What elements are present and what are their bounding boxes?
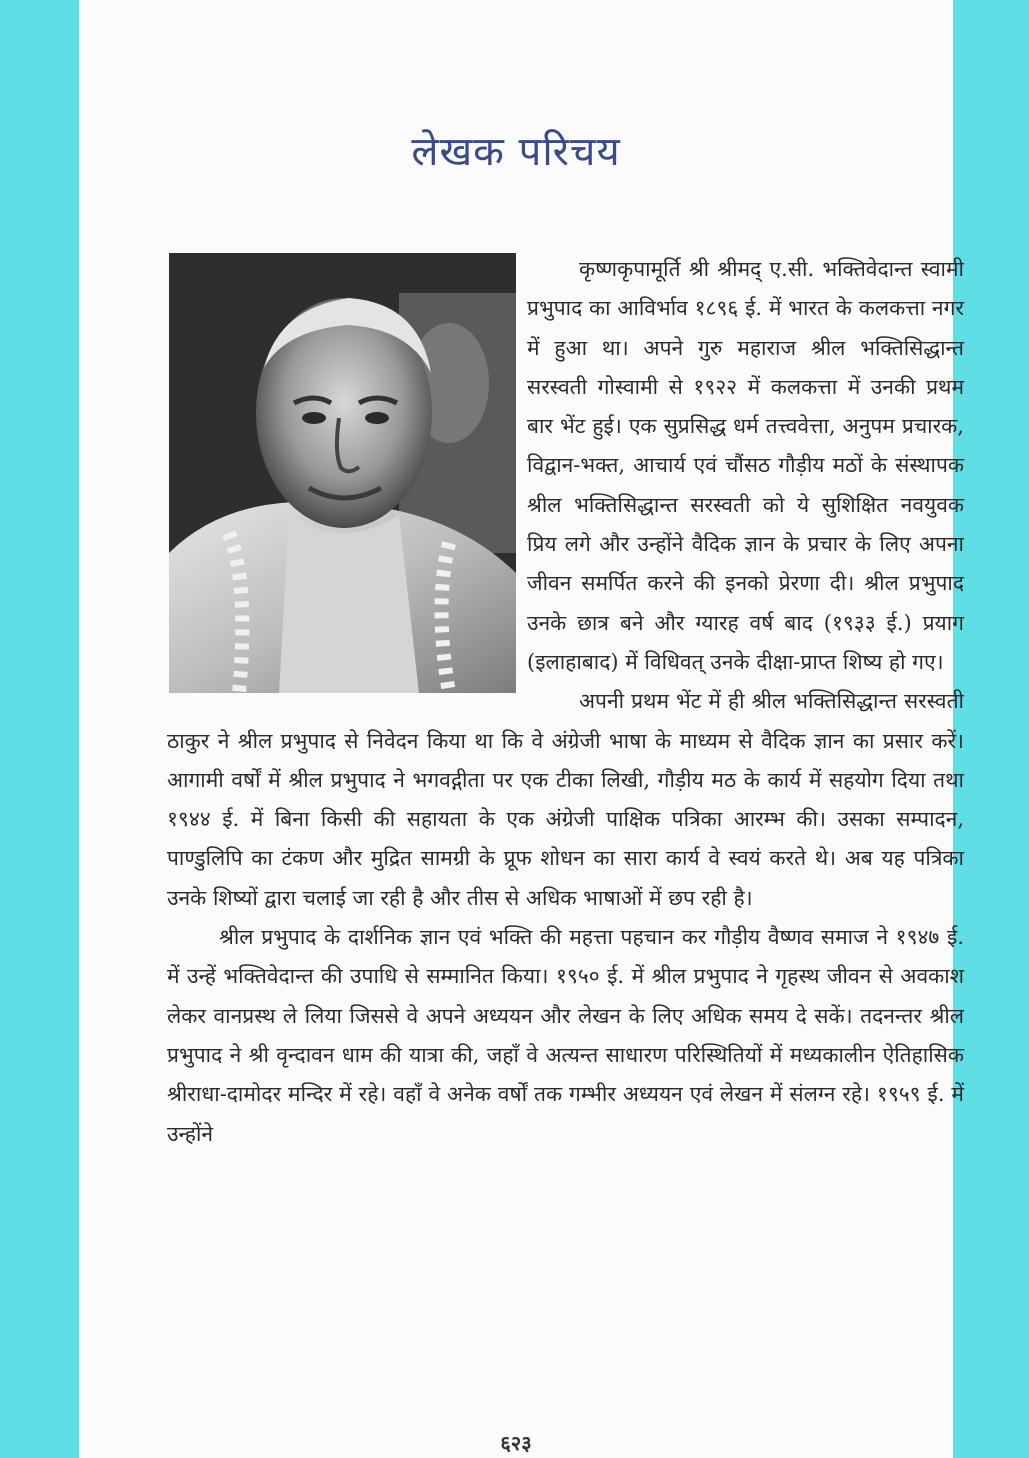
- book-page: [79, 0, 964, 1458]
- page-title: लेखक परिचय: [411, 129, 621, 175]
- biography-text: [167, 250, 964, 1154]
- paragraph: अपनी प्रथम भेंट में ही श्रील भक्तिसिद्धान्त सरस्वती ठाकुर ने श्रील प्रभुपाद से निवेदन किया था कि वे अंग्रेजी भाषा के माध्यम से वैदिक ज्ञान का प्रसार करें। आगामी वर्षों में श्रील प्रभुपाद ने भगवद्गीता पर एक टीका लिखी, गौड़ीय मठ के कार्य में सहयोग दिया तथा १९४४ ई. में बिना किसी की सहायता के एक अंग्रेजी पाक्षिक पत्रिका आरम्भ की। उसका सम्पादन, पाण्डुलिपि का टंकण और मुद्रित सामग्री के प्रूफ शोधन का सारा कार्य वे स्वयं करते थे। अब यह पत्रिका उनके शिष्यों द्वारा चलाई जा रही है और तीस से अधिक भाषाओं में छप रही है।: [167, 689, 964, 910]
- paragraph: कृष्णकृपामूर्ति श्री श्रीमद् ए.सी. भक्तिवेदान्त स्वामी प्रभुपाद का आविर्भाव १८९६ ई. में भारत के कलकत्ता नगर में हुआ था। अपने गुरु महाराज श्रील भक्तिसिद्धान्त सरस्वती गोस्वामी से १९२२ में कलकत्ता में उनकी प्रथम बार भेंट हुई। एक सुप्रसिद्ध धर्म तत्त्ववेत्ता, अनुपम प्रचारक, विद्वान-भक्त, आचार्य एवं चौंसठ गौड़ीय मठों के संस्थापक श्रील भक्तिसिद्धान्त सरस्वती को ये सुशिक्षित नवयुवक प्रिय लगे और उन्होंने वैदिक ज्ञान के प्रचार के लिए अपना जीवन समर्पित करने की इनको प्रेरणा दी। श्रील प्रभुपाद उनके छात्र बने और ग्यारह वर्ष बाद (१९३३ ई.) प्रयाग (इलाहाबाद) में विधिवत् उनके दीक्षा-प्राप्त शिष्य हो गए।: [527, 257, 964, 674]
- paragraph: श्रील प्रभुपाद के दार्शनिक ज्ञान एवं भक्ति की महत्ता पहचान कर गौड़ीय वैष्णव समाज ने १९४७ ई. में उन्हें भक्तिवेदान्त की उपाधि से सम्मानित किया। १९५० ई. में श्रील प्रभुपाद ने गृहस्थ जीवन से अवकाश लेकर वानप्रस्थ ले लिया जिससे वे अपने अध्ययन और लेखन के लिए अधिक समय दे सकें। तदनन्तर श्रील प्रभुपाद ने श्री वृन्दावन धाम की यात्रा की, जहाँ वे अत्यन्त साधारण परिस्थितियों में मध्यकालीन ऐतिहासिक श्रीराधा-दामोदर मन्दिर में रहे। वहाँ वे अनेक वर्षों तक गम्भीर अध्ययन एवं लेखन में संलग्न रहे। १९५९ ई. में उन्होंने: [167, 925, 964, 1146]
- page-number: ६२३: [500, 1431, 532, 1455]
